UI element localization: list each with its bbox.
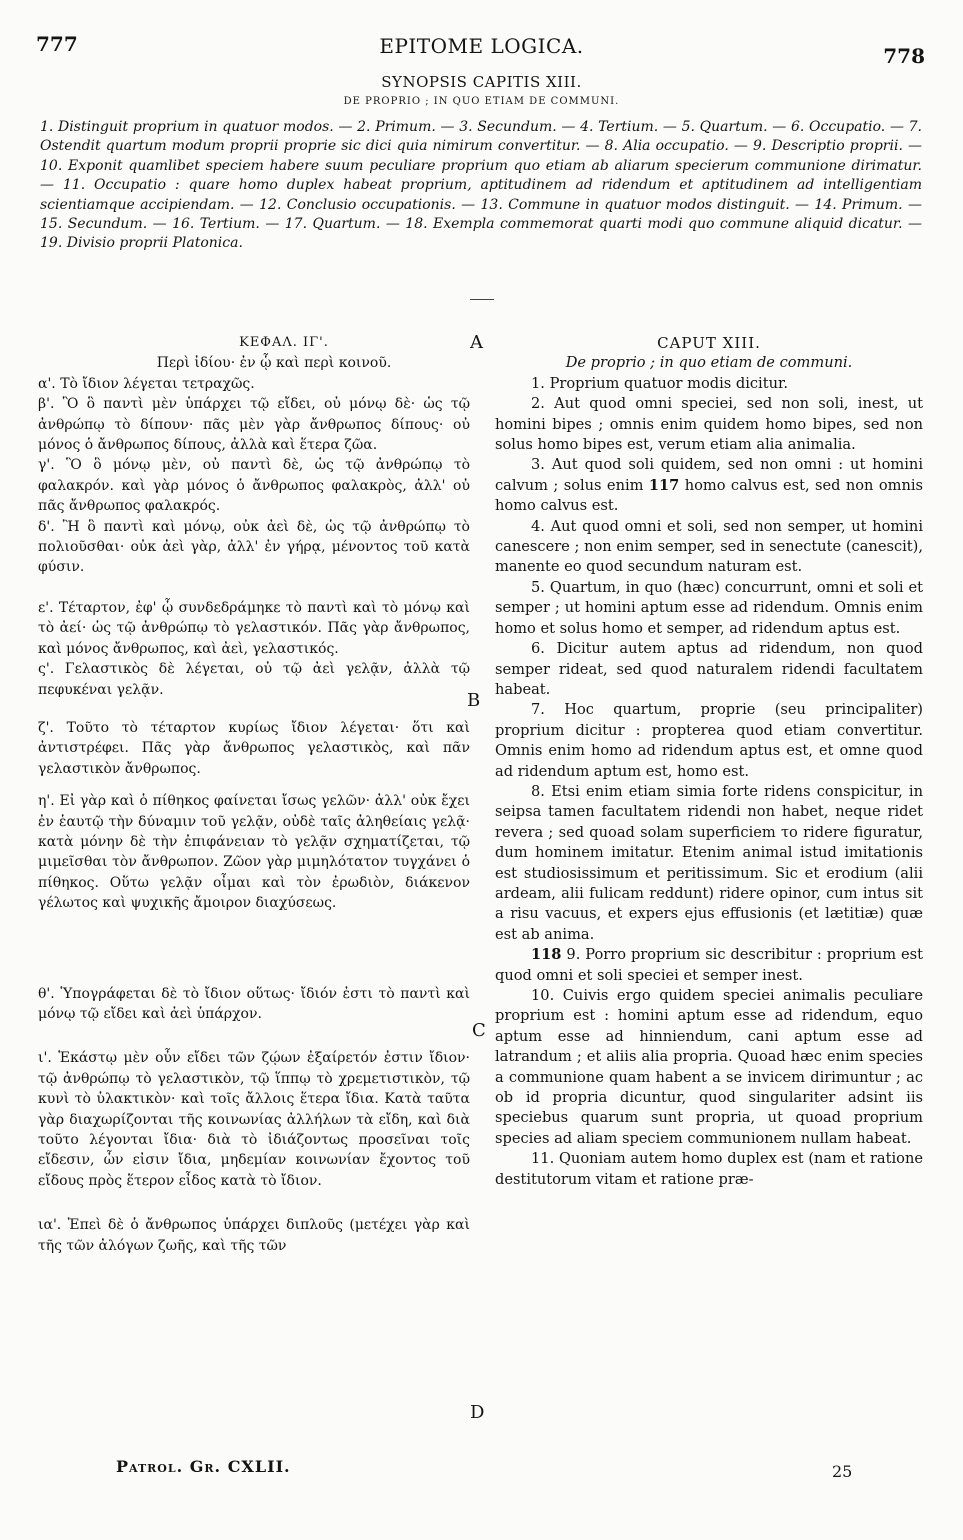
latin-text: homo calvus est, sed non omnis homo calvus est. <box>495 476 924 515</box>
greek-paragraph: α'. Τὸ ἴδιον λέγεται τετραχῶς. <box>38 375 255 392</box>
latin-chapter-subtitle: De proprio ; in quo etiam de communi. <box>565 354 853 372</box>
column-number: 118 <box>531 946 562 964</box>
latin-paragraph <box>495 455 923 516</box>
latin-paragraph: 11. Quoniam autem homo duplex est (nam et ratione destitutorum vitam et ratione præ- <box>495 1150 923 1188</box>
greek-paragraph: δ'. Ἢ ὃ παντὶ καὶ μόνῳ, οὐκ ἀεὶ δὲ, ὡς τῷ ἀνθρώπῳ τὸ πολιοῦσθαι· οὐκ ἀεὶ γὰρ, ἀλλ' ἐν γήρᾳ, μένοντος τοῦ κατὰ φύσιν. <box>38 518 470 576</box>
latin-text: 3. Aut quod soli quidem, sed non omni : ut homini calvum ; solus enim <box>495 456 923 494</box>
footer-sheet-number: 25 <box>832 1462 853 1481</box>
latin-paragraph: 10. Cuivis ergo quidem speciei animalis peculiare proprium est : homini aptum esse ad ridendum, equo aptum esse ad hinniendum, cani aptum esse ad latrandum ; et aliis alia propria. Quoad hæc enim species a communione quam habent a se invicem dirimuntur ; ac ob id propria dicuntur, quod singulariter adsint iis speciebus quarum sunt propria, ut quoad proprium species ad aliam speciem communionem nullam habeat. <box>495 987 923 1147</box>
margin-letter-a: A <box>470 332 483 353</box>
section-divider <box>470 299 494 300</box>
greek-paragraph: ε'. Τέταρτον, ἐφ' ᾧ συνδεδράμηκε τὸ παντὶ καὶ τὸ μόνῳ καὶ τὸ ἀεί· ὡς τῷ ἀνθρώπῳ τὸ γελαστικόν. Πᾶς γὰρ ἄνθρωπος, καὶ μόνος ἄνθρωπος, καὶ ἀεὶ, γελαστικός. <box>38 599 470 657</box>
greek-paragraph: γ'. Ὃ ὃ μόνῳ μὲν, οὐ παντὶ δὲ, ὡς τῷ ἀνθρώπῳ τὸ φαλακρόν. καὶ γὰρ μόνος ὁ ἄνθρωπος φαλακρὸς, ἀλλ' οὐ πᾶς ἄνθρωπος φαλακρός. <box>38 457 470 515</box>
margin-letter-c: C <box>472 1020 486 1041</box>
margin-letter-b: B <box>467 690 481 711</box>
latin-text: 9. Porro proprium sic describitur : proprium est quod omni et soli speciei et semper inest. <box>495 946 924 984</box>
greek-paragraph: β'. Ὃ ὃ παντὶ μὲν ὑπάρχει τῷ εἴδει, οὐ μόνῳ δὲ· ὡς τῷ ἀνθρώπῳ τὸ δίπουν· πᾶς μὲν γὰρ ἄνθρωπος δίπους· οὐ μόνος ὁ ἄνθρωπος δίπους, ἀλλὰ καὶ ἕτερα ζῶα. <box>38 396 470 454</box>
greek-paragraph: ς'. Γελαστικὸς δὲ λέγεται, οὐ τῷ ἀεὶ γελᾷν, ἀλλὰ τῷ πεφυκέναι γελᾷν. <box>38 661 470 698</box>
latin-chapter-title: CAPUT XIII. <box>657 334 761 352</box>
greek-chapter-subtitle: Περὶ ἰδίου· ἐν ᾧ καὶ περὶ κοινοῦ. <box>156 355 392 372</box>
footer-signature: Patrol. Gr. CXLII. <box>116 1457 291 1476</box>
margin-letter-d: D <box>470 1402 485 1423</box>
latin-paragraph <box>495 945 923 986</box>
greek-paragraph: ια'. Ἐπεὶ δὲ ὁ ἄνθρωπος ὑπάρχει διπλοῦς (μετέχει γὰρ καὶ τῆς τῶν ἀλόγων ζωῆς, καὶ τῆς τῶν <box>38 1217 470 1254</box>
latin-column <box>495 333 923 1190</box>
column-number: 117 <box>648 476 680 494</box>
greek-column <box>38 333 470 1256</box>
latin-paragraph: 4. Aut quod omni et soli, sed non semper, ut homini canescere ; non enim semper, sed in senectute (canescit), manente eo quod secundum naturam est. <box>495 517 923 576</box>
synopsis-text: 1. Distinguit proprium in quatuor modos. — 2. Primum. — 3. Secundum. — 4. Tertium. — 5. Quartum. — 6. Occupatio. — 7. Ostendit quartum modum proprii proprie sic dici quia nimirum convertitur. — 8. Alia occupatio. — 9. Descriptio proprii. — 10. Exponit quamlibet speciem habere suum peculiare proprium quo etiam ab aliarum specierum communione dirimatur. — 11. Occupatio : quare homo duplex habeat proprium, aptitudinem ad ridendum et aptitudinem ad intelligentiam scientiamque accipiendam. — 12. Conclusio occupationis. — 13. Commune in quatuor modos distinguit. — 14. Primum. — 15. Secundum. — 16. Tertium. — 17. Quartum. — 18. Exempla commemorat quarti modi quo commune aliquid dicatur. — 19. Divisio proprii Platonica. <box>40 119 922 252</box>
latin-paragraph: 7. Hoc quartum, proprie (seu principaliter) proprium dicitur : propterea quod etiam convertitur. Omnis enim homo ad ridendum aptus est, et omne quod ad ridendum aptum est, homo est. <box>495 701 923 780</box>
greek-paragraph: η'. Εἰ γὰρ καὶ ὁ πίθηκος φαίνεται ἴσως γελῶν· ἀλλ' οὐκ ἔχει ἐν ἑαυτῷ τὴν δύναμιν τοῦ γελᾷν, οὐδὲ ταῖς ἀληθείαις γελᾷ· κατὰ μόνην δὲ τὴν ἐπιφάνειαν τὸ γελᾷν σχηματίζεται, τῷ μιμεῖσθαι τὸν ἄνθρωπον. Ζῶον γὰρ μιμηλότατον τυγχάνει ὁ πίθηκος. Οὕτω γελᾷν οἶμαι καὶ τὸν ἐρωδιὸν, διάκενον γέλωτος καὶ ψυχικῆς ἄμοιρον διαχύσεως. <box>38 793 470 912</box>
latin-paragraph: 6. Dicitur autem aptus ad ridendum, non quod semper rideat, sed quod naturalem ridendi facultatem habeat. <box>495 640 923 698</box>
latin-paragraph: 2. Aut quod omni speciei, sed non soli, inest, ut homini bipes ; omnis enim quidem homo bipes, sed non solus homo bipes est, verum etiam alia animalia. <box>495 395 923 454</box>
greek-paragraph: θ'. Ὑπογράφεται δὲ τὸ ἴδιον οὕτως· ἴδιόν ἐστι τὸ παντὶ καὶ μόνῳ τῷ εἴδει καὶ ἀεὶ ὑπάρχον. <box>38 985 470 1022</box>
greek-chapter-title: ΚΕΦΑΛ. ΙΓ'. <box>239 335 329 350</box>
greek-paragraph: ι'. Ἑκάστῳ μὲν οὖν εἴδει τῶν ζῴων ἐξαίρετόν ἐστιν ἴδιον· τῷ ἀνθρώπῳ τὸ γελαστικὸν, τῷ ἵππῳ τὸ χρεμετιστικὸν, τῷ κυνὶ τὸ ὑλακτικὸν· καὶ τοῖς ἄλλοις ἕτερα ἴδια. Κατὰ ταῦτα γὰρ διαχωρίζονται τῆς κοινωνίας ἀλλήλων τὰ εἴδη, καὶ διὰ τοῦτο λέγονται ἴδια· διὰ τὸ ἰδιάζοντως προσεῖναι τοῖς εἴδεσιν, ὧν εἰσιν ἴδια, μηδεμίαν κοινωνίαν ἔχοντος τοῦ εἴδους πρὸς ἕτερον εἶδος κατὰ τὸ ἴδιον. <box>38 1050 470 1189</box>
page-number-right: 778 <box>883 44 925 68</box>
latin-paragraph: 8. Etsi enim etiam simia forte ridens conspicitur, in seipsa tamen facultatem ridendi non habet, neque ridet revera ; sed quoad solam superficiem το ridere figuratur, dum hominem imitatur. Etenim animal istud imitationis est studiosissimum et peritissimum. Sic et erodium (alii ardeam, alii fulicam reddunt) ridere opinor, cum intus sit a risu vacuus, et expers ejus effusionis (et lætitiæ) quæ est ab anima. <box>495 782 923 943</box>
synopsis-subtitle: DE PROPRIO ; IN QUO ETIAM DE COMMUNI. <box>343 96 620 107</box>
greek-paragraph: ζ'. Τοῦτο τὸ τέταρτον κυρίως ἴδιον λέγεται· ὅτι καὶ ἀντιστρέφει. Πᾶς γὰρ ἄνθρωπος γελαστικὸς, καὶ πᾶν γελαστικὸν ἄνθρωπος. <box>38 719 470 777</box>
running-title: EPITOME LOGICA. <box>379 34 584 58</box>
page-number-left: 777 <box>36 32 78 56</box>
latin-paragraph: 1. Proprium quatuor modis dicitur. <box>531 374 789 392</box>
synopsis-title: SYNOPSIS CAPITIS XIII. <box>381 73 582 91</box>
latin-paragraph: 5. Quartum, in quo (hæc) concurrunt, omni et soli et semper ; ut homini aptum esse ad ridendum. Omnis enim homo et solus homo et semper, ad ridendum aptus est. <box>495 578 923 637</box>
